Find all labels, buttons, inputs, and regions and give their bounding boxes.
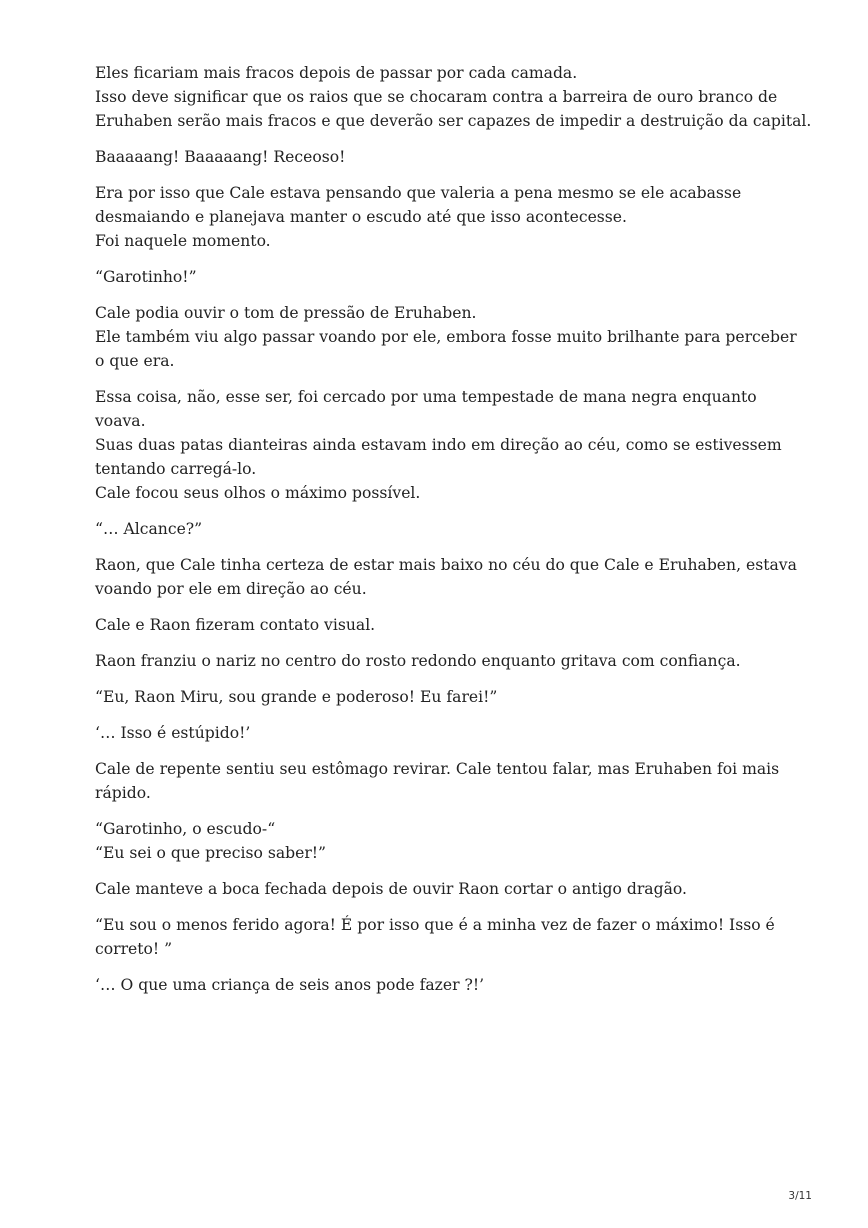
- document-body: [95, 61, 812, 1009]
- text-line: “Eu sei o que preciso saber!”: [95, 844, 327, 862]
- text-line: Cale manteve a boca fechada depois de ouvir Raon cortar o antigo dragão.: [95, 880, 687, 898]
- text-line: tentando carregá-lo.: [95, 460, 257, 478]
- text-line: desmaiando e planejava manter o escudo até que isso acontecesse.: [95, 208, 627, 226]
- text-line: “Eu, Raon Miru, sou grande e poderoso! Eu farei!”: [95, 688, 498, 706]
- text-line: Era por isso que Cale estava pensando que valeria a pena mesmo se ele acabasse: [95, 184, 742, 202]
- paragraph: [95, 877, 795, 901]
- text-line: Baaaaang! Baaaaang! Receoso!: [95, 148, 346, 166]
- text-line: rápido.: [95, 784, 151, 802]
- text-line: Raon franziu o nariz no centro do rosto redondo enquanto gritava com confiança.: [95, 652, 741, 670]
- paragraph: [95, 757, 795, 805]
- text-line: “Eu sou o menos ferido agora! É por isso que é a minha vez de fazer o máximo! Isso é: [95, 916, 775, 934]
- paragraph: [95, 145, 795, 169]
- paragraph: [95, 685, 795, 709]
- text-line: Cale podia ouvir o tom de pressão de Eruhaben.: [95, 304, 477, 322]
- text-line: Eruhaben serão mais fracos e que deverão ser capazes de impedir a destruição da capital.: [95, 112, 812, 130]
- text-line: o que era.: [95, 352, 175, 370]
- text-line: “Garotinho!”: [95, 268, 197, 286]
- text-line: Ele também viu algo passar voando por ele, embora fosse muito brilhante para perceber: [95, 328, 797, 346]
- paragraph: [95, 301, 795, 373]
- text-line: Essa coisa, não, esse ser, foi cercado por uma tempestade de mana negra enquanto: [95, 388, 757, 406]
- text-line: Foi naquele momento.: [95, 232, 271, 250]
- text-line: Isso deve significar que os raios que se chocaram contra a barreira de ouro branco de: [95, 88, 778, 106]
- text-line: Cale focou seus olhos o máximo possível.: [95, 484, 421, 502]
- text-line: Raon, que Cale tinha certeza de estar mais baixo no céu do que Cale e Eruhaben, estava: [95, 556, 797, 574]
- paragraph: [95, 553, 795, 601]
- paragraph: [95, 613, 795, 637]
- paragraph: [95, 385, 795, 505]
- text-line: “… Alcance?”: [95, 520, 203, 538]
- text-line: Cale e Raon fizeram contato visual.: [95, 616, 376, 634]
- paragraph: [95, 913, 795, 961]
- text-line: ‘… Isso é estúpido!’: [95, 724, 251, 742]
- text-line: voava.: [95, 412, 146, 430]
- paragraph: [95, 973, 795, 997]
- paragraph: [95, 817, 795, 865]
- text-line: Suas duas patas dianteiras ainda estavam indo em direção ao céu, como se estivessem: [95, 436, 782, 454]
- text-line: Cale de repente sentiu seu estômago revirar. Cale tentou falar, mas Eruhaben foi mais: [95, 760, 780, 778]
- paragraph: [95, 181, 795, 253]
- text-line: Eles ficariam mais fracos depois de passar por cada camada.: [95, 64, 578, 82]
- page-number: 3/11: [788, 1190, 812, 1202]
- paragraph: [95, 517, 795, 541]
- text-line: voando por ele em direção ao céu.: [95, 580, 367, 598]
- text-line: “Garotinho, o escudo-“: [95, 820, 276, 838]
- paragraph: [95, 721, 795, 745]
- paragraph: [95, 265, 795, 289]
- text-line: correto! ”: [95, 940, 173, 958]
- paragraph: [95, 61, 812, 133]
- text-line: ‘… O que uma criança de seis anos pode fazer ?!’: [95, 976, 485, 994]
- paragraph: [95, 649, 795, 673]
